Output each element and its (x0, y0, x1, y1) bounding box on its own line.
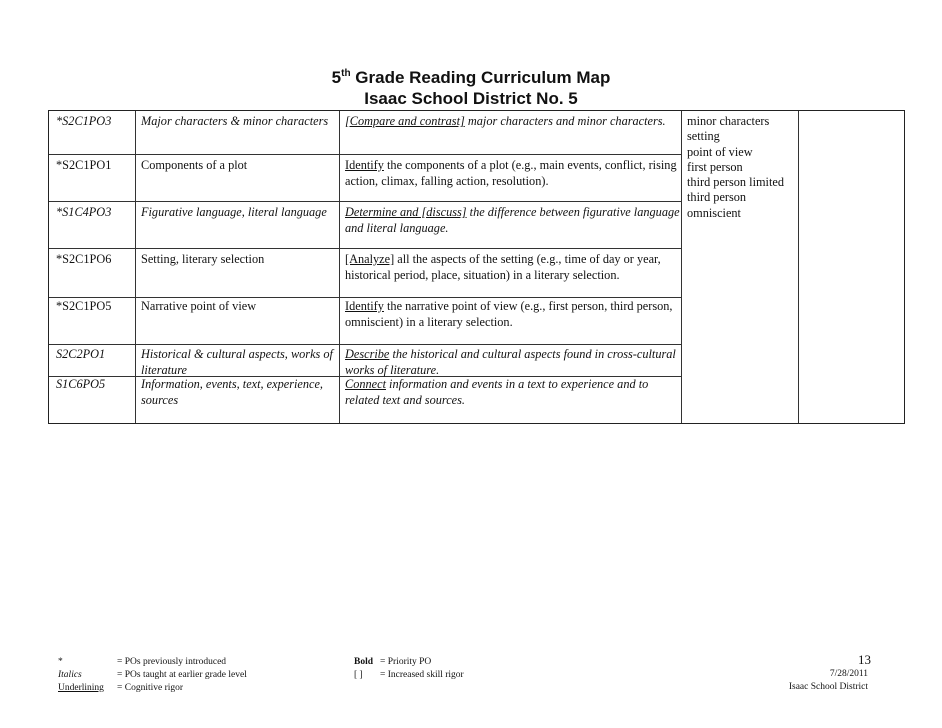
page-number: 13 (858, 652, 871, 667)
legend-symbol: * (58, 657, 63, 667)
row-divider (49, 154, 681, 155)
vocabulary-list (687, 114, 805, 221)
vocabulary-term: omniscient (687, 205, 741, 220)
po-code: S1C6PO5 (56, 377, 106, 391)
po-code: *S2C1PO5 (56, 299, 112, 313)
po-code: *S2C1PO6 (56, 252, 112, 266)
curriculum-table (48, 110, 905, 424)
vocabulary-term: point of view (687, 144, 753, 159)
legend-meaning: = POs taught at earlier grade level (117, 670, 247, 680)
vocabulary-term: third person (687, 190, 747, 205)
page-subtitle: Isaac School District No. 5 (364, 89, 578, 108)
vocabulary-term: minor characters (687, 114, 770, 128)
objective-description: Identify the narrative point of view (e.g., first person, third person, omniscient) in a literary selection. (345, 299, 673, 329)
objective-description: Connect information and events in a text to experience and to related text and sources. (345, 377, 649, 407)
legend-meaning: = POs previously introduced (117, 657, 227, 667)
row-divider (49, 201, 681, 202)
po-code: *S2C1PO1 (56, 158, 112, 172)
vocabulary-term: third person limited (687, 175, 784, 190)
objective-description: [Analyze] all the aspects of the setting (e.g., time of day or year, historical period, place, situation) in a literary selection. (345, 252, 661, 282)
page-title: 5th Grade Reading Curriculum Map (331, 68, 611, 87)
skill-topic: Historical & cultural aspects, works of literature (141, 347, 333, 377)
row-divider (49, 248, 681, 249)
legend-symbol: Underlining (58, 683, 104, 693)
vocabulary-term: first person (687, 159, 743, 174)
objective-description: Describe the historical and cultural aspects found in cross-cultural works of literature. (345, 347, 676, 377)
legend-symbol: Bold (354, 657, 374, 667)
footer-district: Isaac School District (788, 682, 868, 692)
po-code: *S1C4PO3 (56, 205, 112, 219)
row-divider (49, 344, 681, 345)
po-code: *S2C1PO3 (56, 114, 112, 128)
skill-topic: Figurative language, literal language (141, 205, 327, 219)
skill-topic: Setting, literary selection (141, 252, 265, 266)
skill-topic: Narrative point of view (141, 299, 257, 313)
skill-topic: Information, events, text, experience, sources (141, 377, 323, 407)
legend-meaning: = Increased skill rigor (380, 670, 464, 680)
objective-description: Identify the components of a plot (e.g., main events, conflict, rising action, climax, falling action, resolution). (345, 158, 677, 188)
column-divider (681, 111, 682, 423)
objective-description: Determine and [discuss] the difference between figurative language and literal language. (345, 205, 680, 235)
legend-meaning: = Priority PO (380, 657, 432, 667)
legend-symbol: [ ] (354, 670, 363, 680)
vocabulary-term: setting (687, 129, 720, 144)
legend-symbol: Italics (58, 670, 82, 680)
po-code: S2C2PO1 (56, 347, 106, 361)
legend-meaning: = Cognitive rigor (117, 683, 184, 693)
footer-date: 7/28/2011 (829, 669, 868, 679)
objective-description: [Compare and contrast] major characters and minor characters. (345, 114, 666, 128)
skill-topic: Components of a plot (141, 158, 248, 172)
row-divider (49, 297, 681, 298)
skill-topic: Major characters & minor characters (141, 114, 329, 128)
